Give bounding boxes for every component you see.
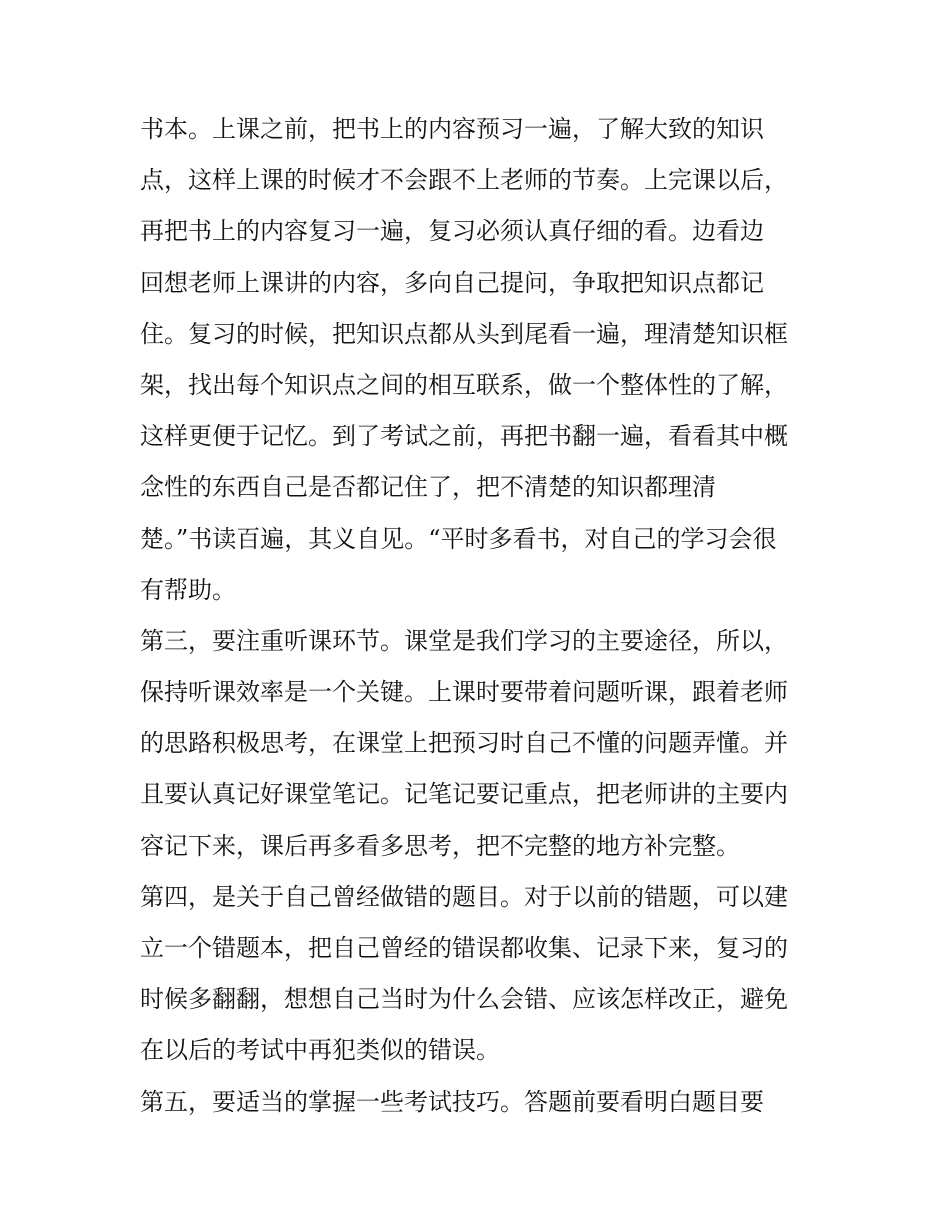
text-line: 立一个错题本，把自己曾经的错误都收集、记录下来，复习的: [140, 934, 788, 962]
text-line: 且要认真记好课堂笔记。记笔记要记重点，把老师讲的主要内: [140, 780, 788, 809]
text-line: 楚。”书读百遍，其义自见。“平时多看书，对自己的学习会很: [140, 524, 777, 553]
text-line: 保持听课效率是一个关键。上课时要带着问题听课，跟着老师: [140, 678, 788, 707]
text-line: 架，找出每个知识点之间的相互联系，做一个整体性的了解，: [140, 370, 788, 399]
text-line: 第三，要注重听课环节。课堂是我们学习的主要途径，所以，: [140, 626, 788, 655]
text-line: 的思路积极思考，在课堂上把预习时自己不懂的问题弄懂。并: [140, 729, 788, 758]
text-line: 回想老师上课讲的内容，多向自己提问，争取把知识点都记: [140, 268, 764, 297]
text-line: 念性的东西自己是否都记住了，把不清楚的知识都理清: [140, 473, 716, 502]
text-line: 这样更便于记忆。到了考试之前，再把书翻一遍，看看其中概: [140, 422, 788, 451]
text-line: 第五，要适当的掌握一些考试技巧。答题前要看明白题目要: [140, 1087, 764, 1116]
body-text: [140, 104, 820, 1128]
text-line: 第四，是关于自己曾经做错的题目。对于以前的错题，可以建: [140, 882, 788, 911]
text-line: 住。复习的时候，把知识点都从头到尾看一遍，理清楚知识框: [140, 319, 788, 348]
text-line: 再把书上的内容复习一遍，复习必须认真仔细的看。边看边: [140, 217, 764, 246]
text-line: 点，这样上课的时候才不会跟不上老师的节奏。上完课以后，: [140, 166, 788, 195]
text-line: 容记下来，课后再多看多思考，把不完整的地方补完整。: [140, 831, 740, 860]
text-line: 有帮助。: [140, 575, 236, 604]
text-line: 书本。上课之前，把书上的内容预习一遍，了解大致的知识: [140, 115, 764, 143]
text-line: 在以后的考试中再犯类似的错误。: [140, 1036, 500, 1065]
text-line: 时候多翻翻，想想自己当时为什么会错、应该怎样改正，避免: [140, 985, 788, 1014]
